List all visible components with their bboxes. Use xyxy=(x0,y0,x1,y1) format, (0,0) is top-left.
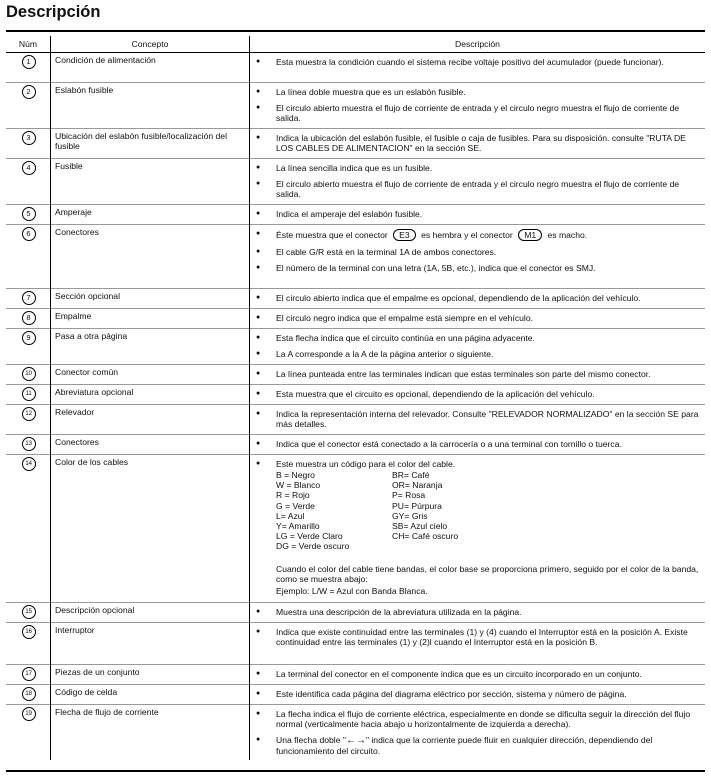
bullet-text: ● Este identifica cada página del diagrama eléctrico por sección, sistema y número de página. xyxy=(254,689,702,699)
bullet-text: ● Esta muestra que el circuito es opcional, dependiendo de la aplicación del vehículo. xyxy=(254,389,702,399)
row-number: 13 xyxy=(22,437,36,451)
table-row xyxy=(6,159,705,205)
row-number: 17 xyxy=(22,667,36,681)
bullet-text xyxy=(254,229,702,241)
bullet-text: ● Indica el amperaje del eslabón fusible. xyxy=(254,209,702,219)
color-band-example: Ejemplo: L/W = Azul con Banda Blanca. xyxy=(276,585,428,596)
table-row xyxy=(6,603,705,623)
row-concept: Código de celda xyxy=(51,685,250,705)
table-row xyxy=(6,83,705,129)
table-row xyxy=(6,329,705,365)
bullet-text: ● Muestra una descripción de la abreviatura utilizada en la página. xyxy=(254,607,702,617)
table-row xyxy=(6,309,705,329)
color-code: DG = Verde oscuro xyxy=(276,541,350,552)
row-concept: Sección opcional xyxy=(51,289,250,309)
table-row xyxy=(6,705,705,761)
bullet-text: ● La línea doble muestra que es un eslabón fusible. xyxy=(254,87,702,97)
bottom-rule xyxy=(6,770,705,772)
table-row xyxy=(6,385,705,405)
row-concept: Ubicación del eslabón fusible/localización del fusible xyxy=(51,129,250,159)
bullet-text: ● El número de la terminal con una letra (1A, 5B, etc.), indica que el conector es SMJ. xyxy=(254,263,702,273)
row-number: 18 xyxy=(22,687,36,701)
bullet-text: ● Indica que el conector está conectado a la carrocería o a una terminal con tornillo o tuerca. xyxy=(254,439,702,449)
table-row xyxy=(6,435,705,455)
bullet-text: ● La terminal del conector en el componente indica que es un circuito incorporado en un conjunto. xyxy=(254,669,702,679)
row-number: 16 xyxy=(22,625,36,639)
table-row xyxy=(6,365,705,385)
table-row xyxy=(6,205,705,225)
color-code: L= Azul xyxy=(276,510,305,521)
header-descripcion: Descripción xyxy=(250,36,706,53)
row-concept: Empalme xyxy=(51,309,250,329)
row-number: 2 xyxy=(22,85,36,99)
row-concept: Conectores xyxy=(51,225,250,289)
row-concept: Amperaje xyxy=(51,205,250,225)
row-concept: Condición de alimentación xyxy=(51,53,250,83)
color-code: W = Blanco xyxy=(276,480,321,491)
page-title: Descripción xyxy=(6,3,101,21)
row-number: 9 xyxy=(22,331,36,345)
table-row xyxy=(6,455,705,603)
table-row xyxy=(6,623,705,665)
row-concept: Piezas de un conjunto xyxy=(51,665,250,685)
row-number: 11 xyxy=(22,387,36,401)
color-code: R = Rojo xyxy=(276,490,310,501)
bullet-text xyxy=(254,735,702,756)
row-number: 10 xyxy=(22,367,36,381)
table-row xyxy=(6,53,705,83)
row-concept: Interruptor xyxy=(51,623,250,665)
row-concept: Eslabón fusible xyxy=(51,83,250,129)
row-number: 6 xyxy=(22,227,36,241)
bullet-text: ● Este muestra un código para el color del cable. xyxy=(254,459,702,469)
color-code: SB= Azul cielo xyxy=(392,521,448,532)
row-number: 7 xyxy=(22,291,36,305)
row-concept: Color de los cables xyxy=(51,455,250,603)
bullet-text: ● El circulo abierto muestra el flujo de corriente de entrada y el circulo negro muestra el flujo de corriente de salida. xyxy=(254,179,702,199)
bullet-text-part: es macho. xyxy=(547,230,588,240)
color-code: Y= Amarillo xyxy=(276,521,320,532)
bullet-text-part: es hembra y el conector xyxy=(421,230,513,240)
row-concept: Abreviatura opcional xyxy=(51,385,250,405)
color-code: CH= Café oscuro xyxy=(392,531,459,542)
bullet-text: ● El circulo abierto indica que el empalme es opcional, dependiendo de la aplicación del vehículo. xyxy=(254,293,702,303)
bullet-text: ● Indica la ubicación del eslabón fusible, el fusible o caja de fusibles. Para su disposición. consulte "RUTA DE LOS CABLES DE ALIMENTACION" en la sección SE. xyxy=(254,133,702,153)
bullet-text: ● La A corresponde a la A de la página anterior o siguiente. xyxy=(254,349,702,359)
description-table xyxy=(6,36,705,760)
color-code: LG = Verde Claro xyxy=(276,531,343,542)
row-concept: Relevador xyxy=(51,405,250,435)
bullet-text: ● El circulo abierto muestra el flujo de corriente de entrada y el circulo negro muestra el flujo de corriente de salida. xyxy=(254,103,702,123)
color-code: BR= Café xyxy=(392,470,430,480)
table-header-row xyxy=(6,36,705,53)
row-number: 5 xyxy=(22,207,36,221)
row-concept: Pasa a otra página xyxy=(51,329,250,365)
color-band-note: Cuando el color del cable tiene bandas, el color base se proporciona primero, seguido por el color de la banda, como se muestra abajo: xyxy=(276,563,699,584)
row-number: 12 xyxy=(22,407,36,421)
row-concept: Fusible xyxy=(51,159,250,205)
row-concept: Flecha de flujo de corriente xyxy=(51,705,250,761)
row-concept: Conector común xyxy=(51,365,250,385)
color-code: GY= Gris xyxy=(392,510,428,521)
bullet-text: ● Indica que existe continuidad entre las terminales (1) y (4) cuando el Interruptor está en la posición A. Existe continuidad entre las terminales (1) y (2)l cuando el Interruptor está en la posición B. xyxy=(254,627,702,647)
table-row xyxy=(6,129,705,159)
bullet-text: ● El circulo negro indica que el empalme está siempre en el vehículo. xyxy=(254,313,702,323)
header-num: Núm xyxy=(6,36,51,53)
bullet-text-part: Éste muestra que el conector xyxy=(276,230,388,240)
bullet-text: ● La línea sencilla indica que es un fusible. xyxy=(254,163,702,173)
bullet-text: ● La flecha indica el flujo de corriente eléctrica, especialmente en donde se dificulta seguir la dirección del flujo normal (verticalmente hacia abajo u horizontalmente de izquierda a derecha). xyxy=(254,709,702,729)
color-code: PU= Púrpura xyxy=(392,500,442,511)
header-concepto: Concepto xyxy=(51,36,250,53)
bullet-text: ● Esta muestra la condición cuando el sistema recibe voltaje positivo del acumulador (puede funcionar). xyxy=(254,57,702,67)
bullet-text: ● La línea punteada entre las terminales indican que estas terminales son parte del mismo conector. xyxy=(254,369,702,379)
color-code: P= Rosa xyxy=(392,490,426,501)
row-concept: Descripción opcional xyxy=(51,603,250,623)
bullet-text: ● Indica la representación interna del relevador. Consulte "RELEVADOR NORMALIZADO" en la sección SE para más detalles. xyxy=(254,409,702,429)
bullet-text-part: Una flecha doble " xyxy=(276,735,346,745)
bullet-text: ● Esta flecha indica que el circuito continúa en una página adyacente. xyxy=(254,333,702,343)
table-row xyxy=(6,225,705,289)
row-number: 1 xyxy=(22,55,36,69)
bullet-text-part: " indica que la corriente puede fluir en cualquier dirección, dependiendo del funcionamiento del circuito. xyxy=(276,735,653,756)
connector-female-symbol: E3 xyxy=(393,229,416,241)
row-number: 8 xyxy=(22,311,36,325)
table-row xyxy=(6,405,705,435)
table-row xyxy=(6,289,705,309)
table-row xyxy=(6,685,705,705)
top-rule xyxy=(6,30,705,32)
table-row xyxy=(6,665,705,685)
row-number: 4 xyxy=(22,161,36,175)
row-number: 19 xyxy=(22,707,36,721)
connector-male-symbol: M1 xyxy=(518,229,542,241)
wire-color-legend xyxy=(276,470,702,552)
row-concept: Conectores xyxy=(51,435,250,455)
double-arrow-icon: ←→ xyxy=(345,735,366,746)
row-number: 3 xyxy=(22,131,36,145)
color-code: B = Negro xyxy=(276,470,315,480)
row-number: 15 xyxy=(22,605,36,619)
bullet-text: ● El cable G/R está en la terminal 1A de ambos conectores. xyxy=(254,247,702,257)
color-code: OR= Naranja xyxy=(392,480,443,491)
color-code: G = Verde xyxy=(276,500,315,511)
row-number: 14 xyxy=(22,457,36,471)
